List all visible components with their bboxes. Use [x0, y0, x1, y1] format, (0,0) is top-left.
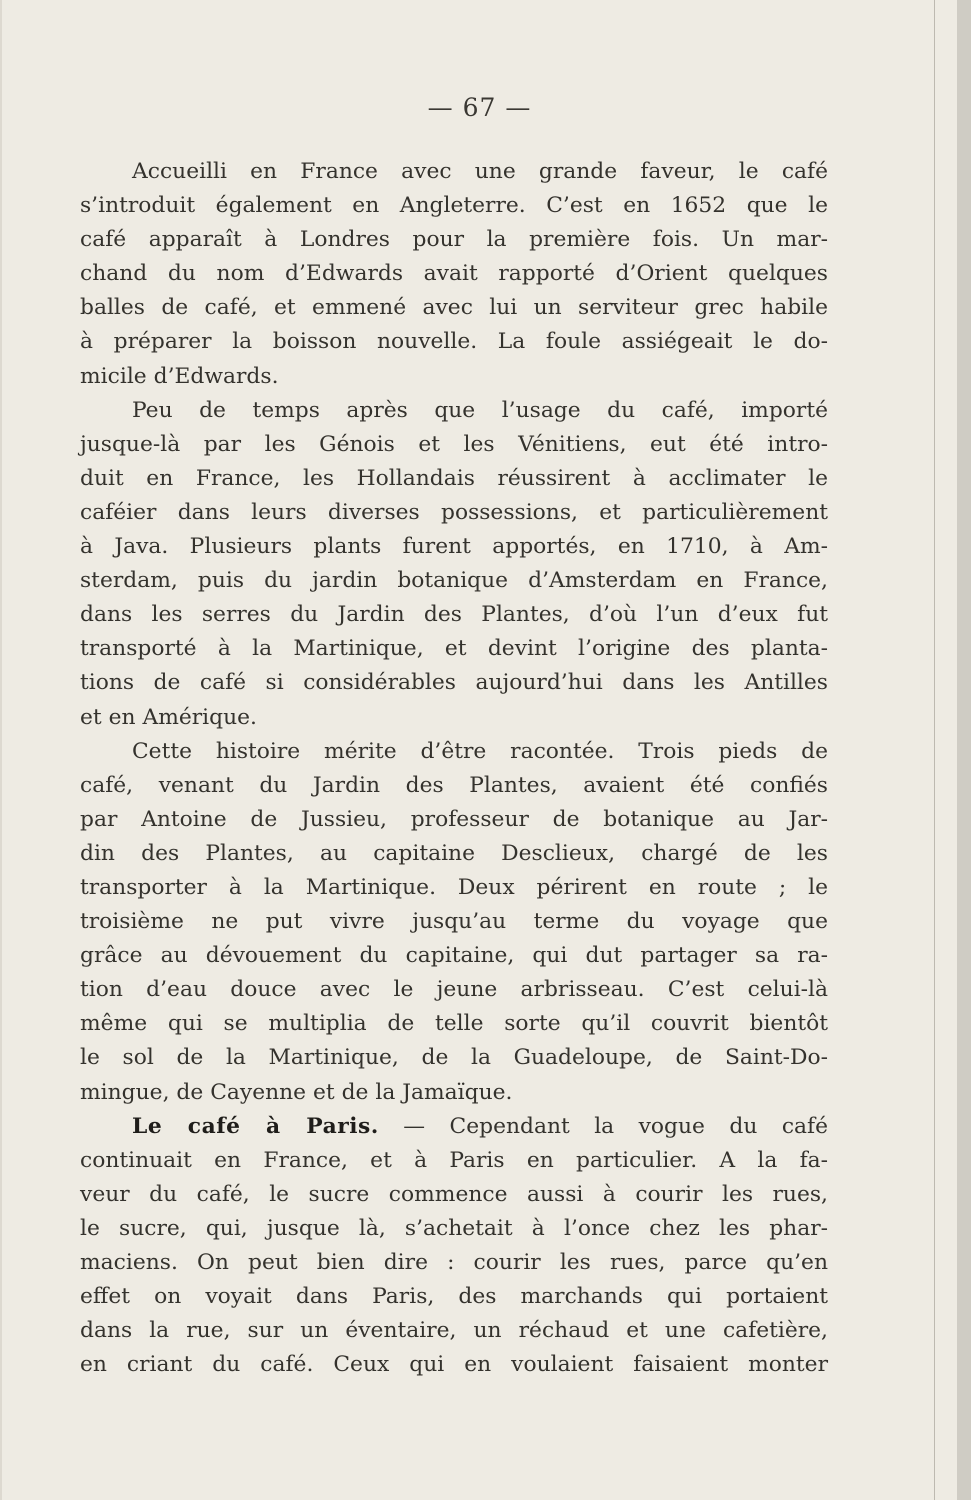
text-line: s’introduit également en Angleterre. C’est en 1652 que le — [80, 193, 828, 219]
text-line: tion d’eau douce avec le jeune arbrisseau. C’est celui-là — [80, 977, 828, 1003]
text-line: maciens. On peut bien dire : courir les rues, parce qu’en — [80, 1250, 828, 1275]
text-line: balles de café, et emmené avec lui un serviteur grec habile — [80, 295, 828, 321]
text-line: à Java. Plusieurs plants furent apportés, en 1710, à Am- — [80, 534, 828, 560]
section-first-line-text: — Cependant la vogue du café — [378, 1113, 828, 1139]
text-line: même qui se multiplia de telle sorte qu’il couvrit bientôt — [80, 1011, 828, 1037]
text-line: Peu de temps après que l’usage du café, importé — [132, 397, 828, 423]
text-line: effet on voyait dans Paris, des marchands qui portaient — [80, 1284, 828, 1310]
section-heading: Le café à Paris. — [132, 1113, 379, 1139]
text-line: à préparer la boisson nouvelle. La foule assiégeait le do- — [80, 329, 828, 355]
section-first-line — [80, 1110, 828, 1144]
text-line: café apparaît à Londres pour la première fois. Un mar- — [80, 227, 828, 253]
text-line: grâce au dévouement du capitaine, qui dut partager sa ra- — [80, 943, 828, 969]
text-line: troisième ne put vivre jusqu’au terme du voyage que — [80, 909, 828, 935]
text-line: veur du café, le sucre commence aussi à courir les rues, — [80, 1181, 828, 1207]
body-text — [80, 155, 828, 1382]
text-line: transporté à la Martinique, et devint l’origine des planta- — [80, 636, 828, 662]
text-line: jusque-là par les Génois et les Vénitiens, eut été intro- — [80, 431, 828, 457]
text-line: Accueilli en France avec une grande faveur, le café — [132, 159, 828, 184]
text-line: mingue, de Cayenne et de la Jamaïque. — [80, 1079, 513, 1105]
text-line: tions de café si considérables aujourd’hui dans les Antilles — [80, 670, 828, 696]
text-line: par Antoine de Jussieu, professeur de botanique au Jar- — [80, 806, 828, 832]
text-line: dans la rue, sur un éventaire, un réchaud et une cafetière, — [80, 1318, 828, 1344]
text-line: en criant du café. Ceux qui en voulaient faisaient monter — [80, 1352, 828, 1378]
text-line: sterdam, puis du jardin botanique d’Amsterdam en France, — [80, 568, 828, 594]
text-line: Cette histoire mérite d’être racontée. Trois pieds de — [132, 738, 828, 764]
text-line: dans les serres du Jardin des Plantes, d’où l’un d’eux fut — [80, 602, 828, 628]
text-line: duit en France, les Hollandais réussirent à acclimater le — [80, 465, 828, 491]
text-line: din des Plantes, au capitaine Desclieux, chargé de les — [80, 840, 828, 866]
text-line: transporter à la Martinique. Deux périrent en route ; le — [80, 874, 828, 900]
text-line: chand du nom d’Edwards avait rapporté d’Orient quelques — [80, 261, 828, 287]
page-number: — 67 — — [427, 93, 532, 122]
text-line: micile d’Edwards. — [80, 363, 279, 389]
text-line: continuait en France, et à Paris en particulier. A la fa- — [80, 1147, 828, 1173]
text-line: caféier dans leurs diverses possessions, et particulièrement — [80, 499, 828, 525]
text-line: le sol de la Martinique, de la Guadeloupe, de Saint-Do- — [80, 1045, 828, 1071]
text-line: café, venant du Jardin des Plantes, avaient été confiés — [80, 772, 828, 798]
text-line: le sucre, qui, jusque là, s’achetait à l’once chez les phar- — [80, 1215, 828, 1241]
text-line: et en Amérique. — [80, 704, 257, 730]
page-edge — [934, 0, 935, 1500]
